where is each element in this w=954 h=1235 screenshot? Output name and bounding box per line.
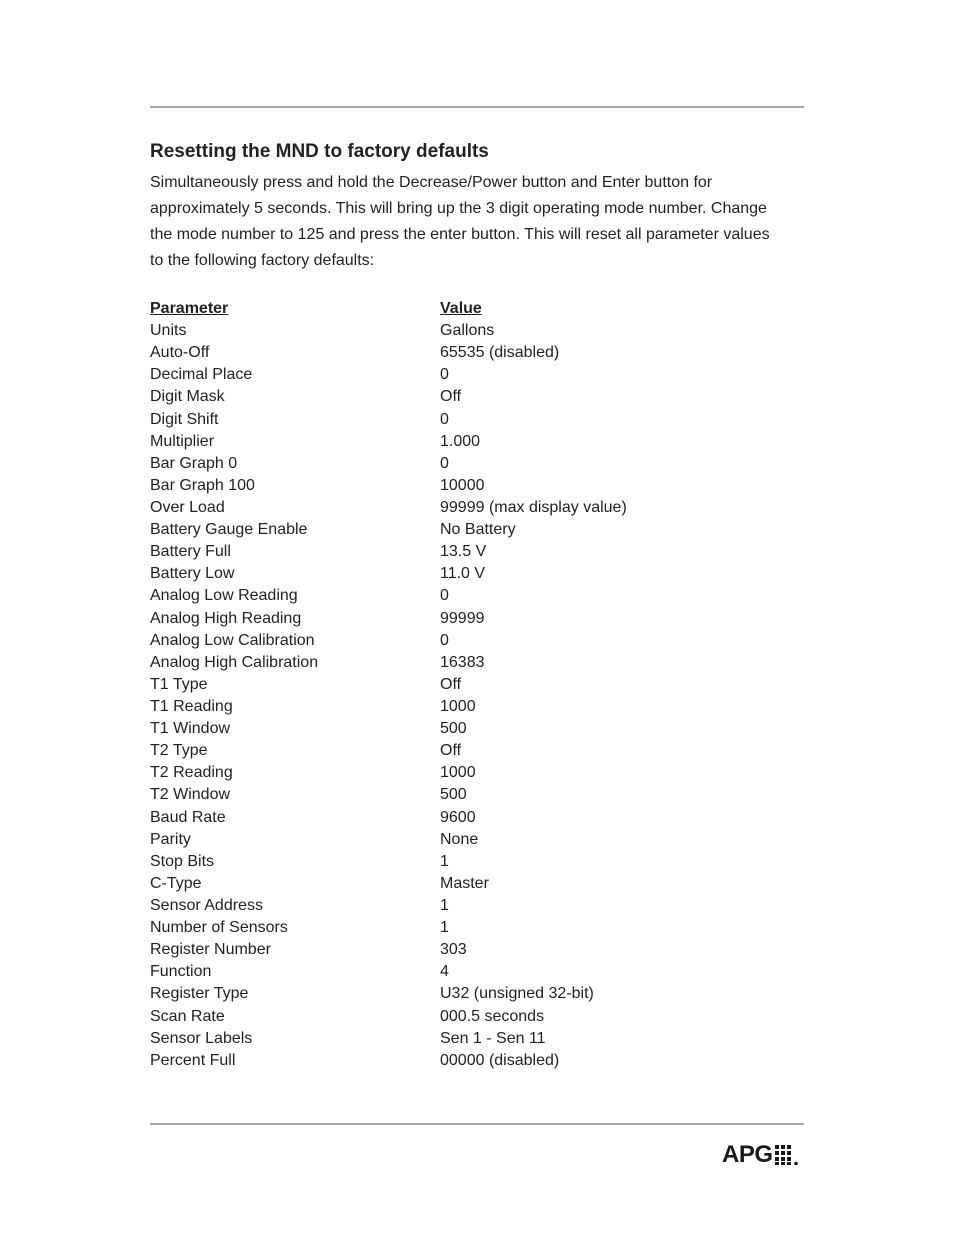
parameter-cell: Analog High Calibration <box>150 653 319 671</box>
table-row <box>150 939 670 961</box>
parameter-cell: Battery Gauge Enable <box>150 521 308 539</box>
parameter-cell: Percent Full <box>150 1051 236 1069</box>
table-row <box>150 364 670 386</box>
value-cell: 11.0 V <box>440 565 486 583</box>
parameter-cell: Analog Low Reading <box>150 587 298 605</box>
logo-wordmark: APG <box>722 1141 773 1168</box>
value-cell: 16383 <box>440 653 485 671</box>
column-header-value: Value <box>440 300 482 317</box>
value-cell: 13.5 V <box>440 543 487 561</box>
value-cell: 1000 <box>440 697 476 715</box>
parameter-cell: T2 Type <box>150 742 208 760</box>
parameter-cell: Register Type <box>150 985 249 1003</box>
value-cell: 0 <box>440 587 449 605</box>
parameter-cell: Digit Mask <box>150 388 225 406</box>
table-header-row <box>150 298 670 320</box>
parameter-cell: T1 Type <box>150 675 208 693</box>
value-cell: 500 <box>440 786 467 804</box>
value-cell: Off <box>440 742 462 760</box>
section-heading: Resetting the MND to factory defaults <box>150 141 489 162</box>
value-cell: 65535 (disabled) <box>440 344 560 362</box>
table-row <box>150 342 670 364</box>
value-cell: 0 <box>440 631 449 649</box>
table-row <box>150 762 670 784</box>
parameter-cell: T2 Window <box>150 786 231 804</box>
parameter-cell: T2 Reading <box>150 764 233 782</box>
value-cell: 0 <box>440 410 449 428</box>
parameter-cell: T1 Reading <box>150 697 233 715</box>
parameter-cell: Auto-Off <box>150 344 210 362</box>
value-cell: 99999 <box>440 609 485 627</box>
value-cell: Sen 1 - Sen 11 <box>440 1029 546 1047</box>
parameter-cell: C-Type <box>150 874 202 892</box>
table-row <box>150 475 670 497</box>
table-body <box>150 320 670 1072</box>
value-cell: 1 <box>440 919 449 937</box>
value-cell: 10000 <box>440 476 485 494</box>
parameter-cell: Digit Shift <box>150 410 219 428</box>
table-row <box>150 630 670 652</box>
table-row <box>150 409 670 431</box>
parameter-cell: Multiplier <box>150 432 215 450</box>
intro-paragraph <box>150 170 810 274</box>
table-row <box>150 784 670 806</box>
table-row <box>150 453 670 475</box>
value-cell: 1 <box>440 896 449 914</box>
value-cell: 500 <box>440 720 467 738</box>
parameter-cell: Register Number <box>150 941 271 959</box>
parameter-cell: Sensor Address <box>150 896 263 914</box>
value-cell: Off <box>440 675 462 693</box>
parameter-cell: T1 Window <box>150 720 231 738</box>
table-row <box>150 608 670 630</box>
table-row <box>150 320 670 342</box>
value-cell: 1 <box>440 852 449 870</box>
parameter-cell: Function <box>150 963 212 981</box>
table-row <box>150 983 670 1005</box>
table-row <box>150 696 670 718</box>
table-row <box>150 1050 670 1072</box>
table-row <box>150 895 670 917</box>
value-cell: Master <box>440 874 489 892</box>
value-cell: 99999 (max display value) <box>440 498 627 516</box>
value-cell: 4 <box>440 963 449 981</box>
value-cell: No Battery <box>440 521 516 539</box>
value-cell: 0 <box>440 366 449 384</box>
footer-divider <box>150 1123 804 1125</box>
table-row <box>150 1006 670 1028</box>
table-row <box>150 829 670 851</box>
parameter-cell: Battery Full <box>150 543 231 561</box>
parameter-cell: Over Load <box>150 498 225 516</box>
header-divider <box>150 106 804 108</box>
parameter-cell: Units <box>150 322 187 340</box>
table-row <box>150 431 670 453</box>
parameter-cell: Parity <box>150 830 191 848</box>
parameter-cell: Stop Bits <box>150 852 215 870</box>
parameter-cell: Bar Graph 0 <box>150 454 238 472</box>
parameter-cell: Analog High Reading <box>150 609 302 627</box>
parameter-cell: Analog Low Calibration <box>150 631 315 649</box>
table-row <box>150 541 670 563</box>
value-cell: 1000 <box>440 764 476 782</box>
parameter-cell: Battery Low <box>150 565 235 583</box>
table-row <box>150 497 670 519</box>
value-cell: 9600 <box>440 808 476 826</box>
value-cell: 000.5 seconds <box>440 1007 545 1025</box>
table-row <box>150 1028 670 1050</box>
value-cell: U32 (unsigned 32-bit) <box>440 985 594 1003</box>
apg-dot-matrix-icon <box>775 1144 801 1166</box>
parameter-cell: Number of Sensors <box>150 919 288 937</box>
table-row <box>150 873 670 895</box>
table-row <box>150 807 670 829</box>
table-row <box>150 740 670 762</box>
parameter-cell: Decimal Place <box>150 366 253 384</box>
parameter-cell: Sensor Labels <box>150 1029 253 1047</box>
table-row <box>150 917 670 939</box>
table-row <box>150 652 670 674</box>
value-cell: 00000 (disabled) <box>440 1051 560 1069</box>
table-row <box>150 585 670 607</box>
value-cell: Gallons <box>440 322 495 340</box>
value-cell: 0 <box>440 454 449 472</box>
table-row <box>150 851 670 873</box>
table-row <box>150 386 670 408</box>
apg-logo <box>722 1142 801 1168</box>
value-cell: 303 <box>440 941 467 959</box>
value-cell: None <box>440 830 479 848</box>
table-row <box>150 674 670 696</box>
parameter-cell: Baud Rate <box>150 808 226 826</box>
table-row <box>150 519 670 541</box>
value-cell: Off <box>440 388 462 406</box>
table-row <box>150 563 670 585</box>
intro-line: approximately 5 seconds. This will bring up the 3 digit operating mode number. Change <box>150 200 767 217</box>
table-row <box>150 718 670 740</box>
table-row <box>150 961 670 983</box>
intro-line: Simultaneously press and hold the Decrease/Power button and Enter button for <box>150 174 713 191</box>
parameter-cell: Scan Rate <box>150 1007 225 1025</box>
value-cell: 1.000 <box>440 432 481 450</box>
intro-line: the mode number to 125 and press the enter button. This will reset all parameter values <box>150 226 770 243</box>
factory-defaults-table <box>150 298 670 1072</box>
column-header-parameter: Parameter <box>150 300 229 317</box>
parameter-cell: Bar Graph 100 <box>150 476 255 494</box>
intro-line: to the following factory defaults: <box>150 252 375 269</box>
